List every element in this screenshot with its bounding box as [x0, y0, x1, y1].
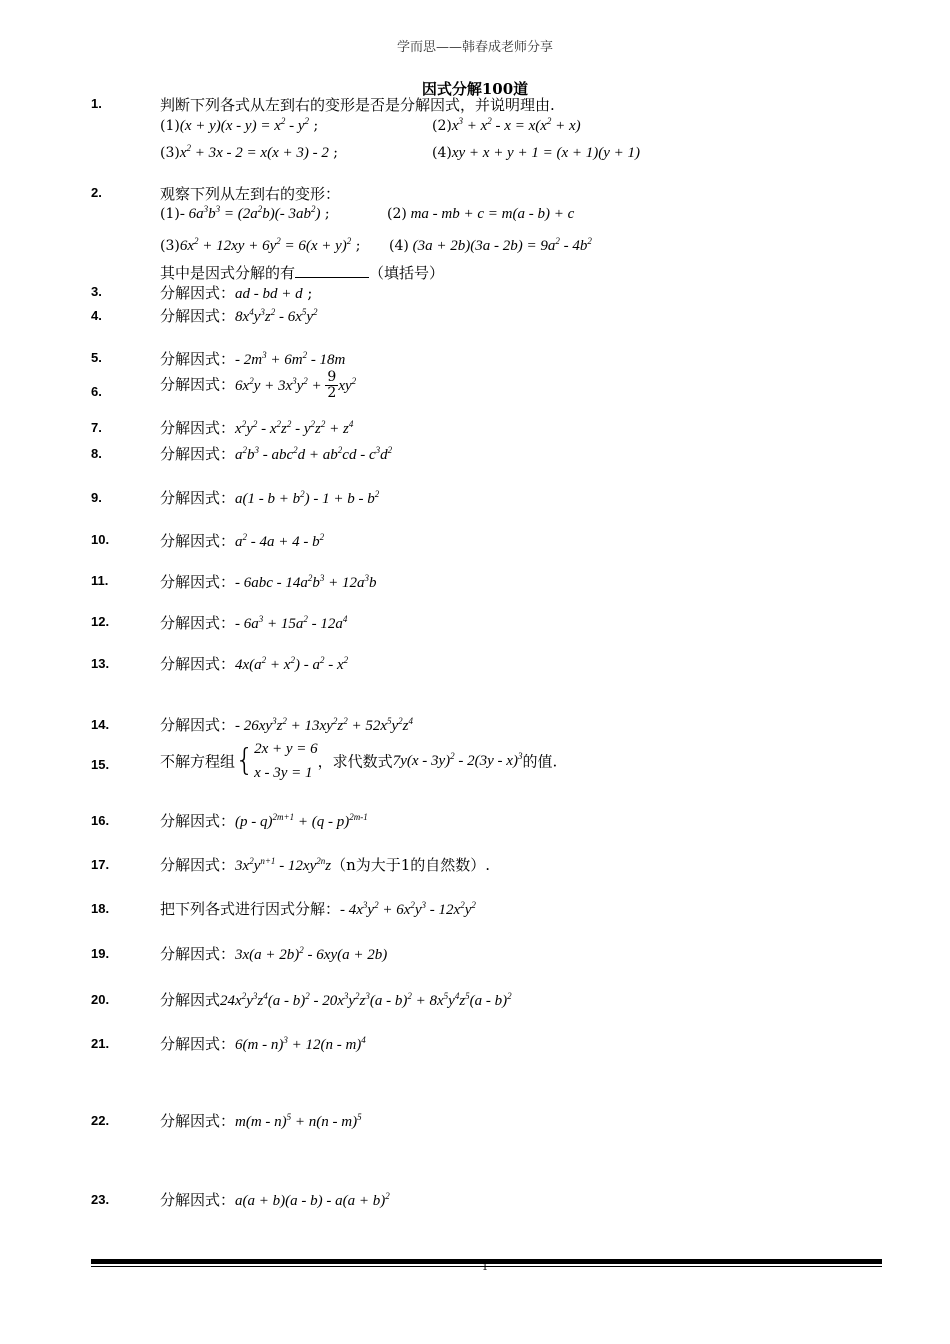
- question-number: 13.: [91, 656, 110, 671]
- q1-option-4: (4)xy + x + y + 1 = (x + 1)(y + 1): [432, 145, 641, 161]
- question-text: 分解因式：$8x^4y^3z^2 - 6x^5y^2$: [160, 307, 318, 325]
- q2-option-3: $(3)6x^2 + 12xy + 6y^2 = 6(x + y)^2$ ;: [160, 236, 361, 254]
- question-text: 分解因式：(p - q)$^{2m+1}$ + (q - p)$^{2m-1}$: [160, 812, 368, 830]
- question-text: 分解因式：6(m - n)$^3$ + 12(n - m)$^4$: [160, 1035, 366, 1053]
- question-number: 9.: [91, 490, 102, 505]
- page-title: 因式分解100道: [421, 80, 529, 98]
- system-brace: {: [235, 743, 255, 778]
- question-number: 19.: [91, 946, 110, 961]
- question-text: 分解因式$24x^2y^3z^4(a - b)^2 - 20x^3y^2z^3(a - b)^2 + 8x^5y^4z^5(a - b)^2$: [160, 991, 512, 1009]
- question-number: 23.: [91, 1192, 110, 1207]
- question-text: 分解因式：$a(a + b)(a - b) - a(a + b)^2$: [160, 1191, 390, 1209]
- question-number: 1.: [91, 96, 102, 111]
- question-text: 不解方程组{ 2x + y = 6 x - 3y = 1 ，求代数式7y(x - 3y)$^2$ - 2(3y - x)$^3$的值.: [160, 737, 557, 785]
- question-text: 分解因式：$6x^2y + 3x^3y^2$ + $\frac{9}{2}$ $xy^2$: [160, 369, 357, 401]
- q1-option-3: $(3)x^2 + 3x - 2 = x(x + 3) - 2$ ;: [160, 143, 339, 161]
- question-number: 4.: [91, 308, 102, 323]
- equation-system: 2x + y = 6 x - 3y = 1: [254, 741, 318, 781]
- question-number: 11.: [91, 573, 109, 588]
- q2-option-1: (1)- $6a^3b^3 = (2a^2b)(-$ $3ab^2$) ;: [160, 204, 330, 222]
- question-text: 分解因式：$a(1 - b + b^2) - 1 + b - b^2$: [160, 489, 380, 507]
- question-number: 8.: [91, 446, 102, 461]
- question-number: 21.: [91, 1036, 110, 1051]
- q2-option-2: (2) ma - mb + c = m(a - b) + c: [387, 206, 575, 222]
- question-text: 观察下列从左到右的变形：: [160, 185, 341, 203]
- page-header: 学而思——韩春成老师分享: [396, 40, 553, 55]
- q1-option-1: $(1)(x + y)(x - y) = x^2 - y^2$ ;: [160, 116, 319, 134]
- question-text: 分解因式：$x^2y^2 - x^2z^2 - y^2z^2 + z^4$: [160, 419, 354, 437]
- question-number: 10.: [91, 532, 110, 547]
- question-text: 把下列各式进行因式分解：- $4x^3y^2 + 6x^2y^3 - 12x^2y^2$: [160, 900, 476, 918]
- question-number: 15.: [91, 757, 110, 772]
- question-text: 分解因式：- $6a^3 + 15a^2 - 12a^4$: [160, 614, 348, 632]
- question-number: 3.: [91, 284, 102, 299]
- question-text: 分解因式：$a^2b^3 - abc^2d + ab^2cd - c^3d^2$: [160, 445, 393, 463]
- question-text: 分解因式：- $26xy^3z^2 + 13xy^2z^2 + 52x^5y^2z^4$: [160, 716, 413, 734]
- question-text: 判断下列各式从左到右的变形是否是分解因式，并说明理由.: [160, 96, 555, 114]
- question-number: 14.: [91, 717, 110, 732]
- question-number: 12.: [91, 614, 110, 629]
- question-text: 分解因式：$a^2 - 4a + 4 - b^2$: [160, 532, 325, 550]
- question-text: 分解因式：m(m - n)$^5$ + n(n - m)$^5$: [160, 1112, 362, 1130]
- question-number: 6.: [91, 384, 102, 399]
- question-number: 22.: [91, 1113, 110, 1128]
- question-text: 分解因式：ad - bd + d ;: [160, 284, 313, 302]
- page-number: 1: [481, 1262, 489, 1273]
- question-text: 分解因式：$4x(a^2 + x^2) - a^2 - x^2$: [160, 655, 349, 673]
- question-number: 5.: [91, 350, 102, 365]
- q2-followup: 其中是因式分解的有 （填括号）: [160, 264, 445, 282]
- question-number: 2.: [91, 185, 102, 200]
- question-text: 分解因式：- $6abc - 14a^2b^3 + 12a^3b$: [160, 573, 377, 591]
- q1-option-2: $(2)x^3 + x^2 - x = x(x^2 + x)$: [432, 116, 581, 134]
- q2-option-4: (4) $(3a + 2b)(3a - 2b) = 9a^2 - 4b^2$: [389, 236, 592, 254]
- question-text: 分解因式：- $2m^3 + 6m^2 - 18m$: [160, 350, 346, 368]
- question-text: 分解因式：$3x(a + 2b)^2 - 6xy(a + 2b)$: [160, 945, 388, 963]
- question-number: 18.: [91, 901, 110, 916]
- question-number: 20.: [91, 992, 110, 1007]
- question-number: 16.: [91, 813, 110, 828]
- question-number: 7.: [91, 420, 102, 435]
- question-text: 分解因式：$3x^2y^{n+1} - 12xy^{2n}z(n$为大于1的自然数）.: [160, 856, 491, 874]
- question-number: 17.: [91, 857, 110, 872]
